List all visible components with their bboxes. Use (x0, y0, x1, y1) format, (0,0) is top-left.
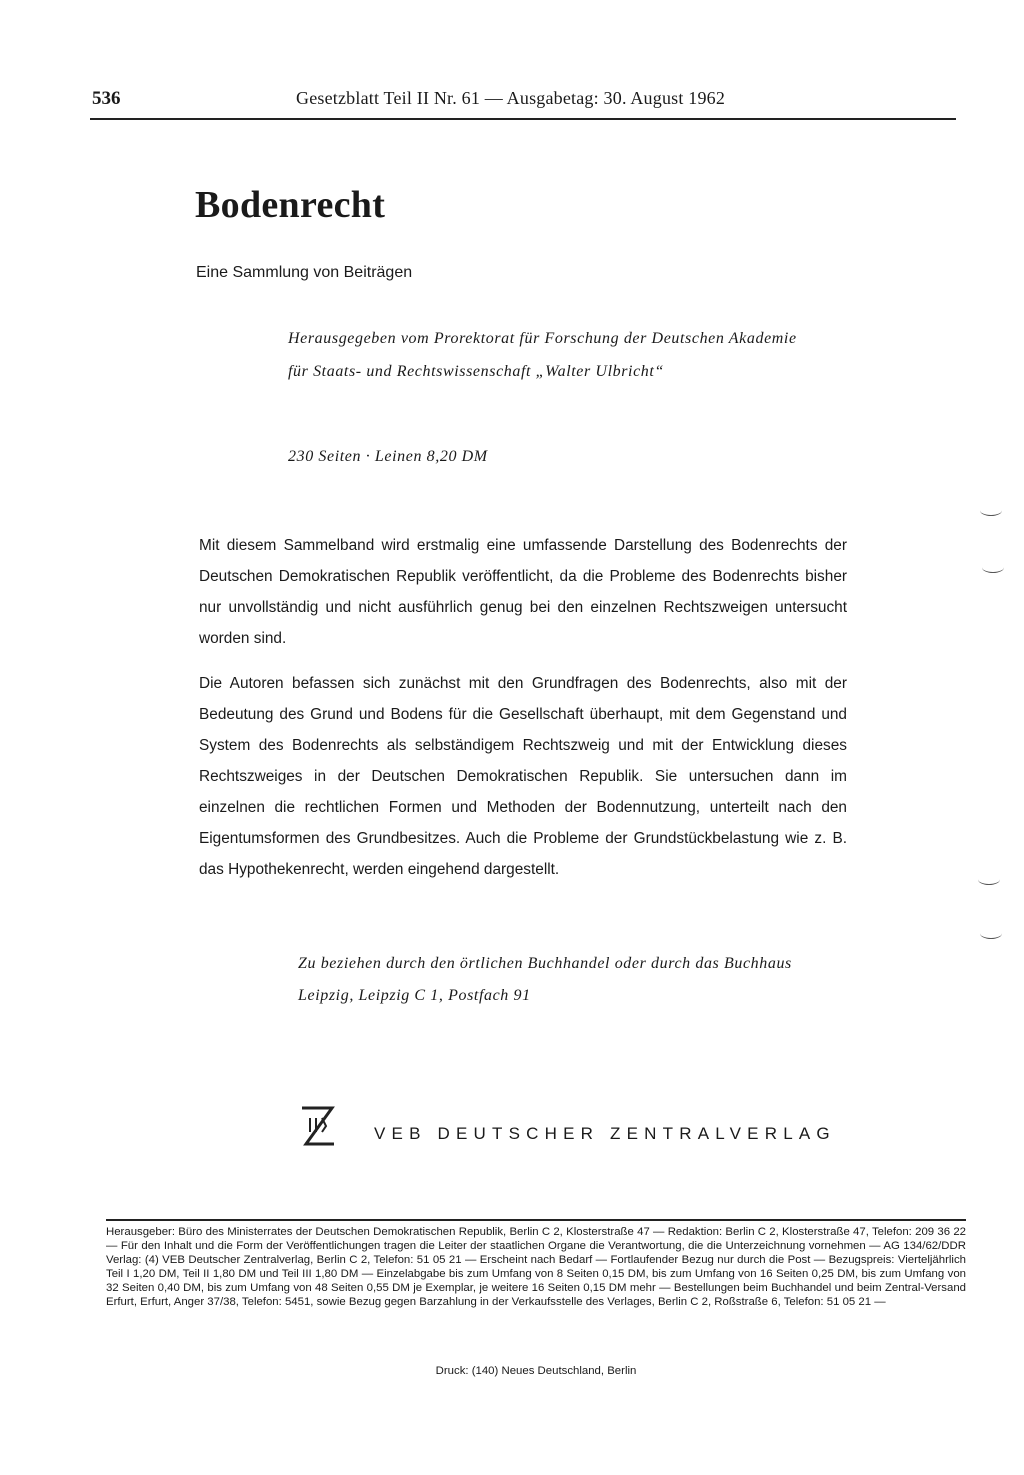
publisher-logo-icon (296, 1104, 338, 1150)
running-head: Gesetzblatt Teil II Nr. 61 — Ausgabetag: 30. August 1962 (296, 88, 726, 108)
print-note: Druck: (140) Neues Deutschland, Berlin (435, 1365, 637, 1377)
scan-mark (982, 562, 1004, 573)
footer-rule (106, 1219, 966, 1221)
page-number: 536 (92, 88, 121, 109)
publisher-name: VEB DEUTSCHER ZENTRALVERLAG (374, 1124, 836, 1143)
scan-mark (980, 505, 1002, 516)
order-info-line-1: Zu beziehen durch den örtlichen Buchhandel oder durch das Buchhaus (298, 955, 792, 972)
editor-line-2: für Staats- und Rechtswissenschaft „Walter Ulbricht“ (288, 363, 664, 380)
header-rule (90, 118, 956, 120)
description-paragraph-1: Mit diesem Sammelband wird erstmalig eine umfassende Darstellung des Bodenrechts der Deutschen Demokratischen Republik veröffentlicht, da die Probleme des Bodenrechts bisher nur unvollständig und nicht ausführlich genug bei den einzelnen Rechtszweigen untersucht worden sind. (199, 537, 847, 647)
scan-mark (980, 928, 1002, 939)
imprint-text: Herausgeber: Büro des Ministerrates der Deutschen Demokratischen Republik, Berlin C 2, Klosterstraße 47 — Redaktion: Berlin C 2, Klosterstraße 47, Telefon: 209 36 22 — Für den Inhalt und die Form der Veröffentlichungen tragen die Leiter der staatlichen Organe die Verantwortung, die die Unterzeichnung vornehmen — AG 134/62/DDR Verlag: (4) VEB Deutscher Zentralverlag, Berlin C 2, Telefon: 51 05 21 — Erscheint nach Bedarf — Fortlaufender Bezug nur durch die Post — Bezugspreis: Vierteljährlich Teil I 1,20 DM, Teil II 1,80 DM und Teil III 1,80 DM — Einzelabgabe bis zum Umfang von 8 Seiten 0,15 DM, bis zum Umfang von 16 Seiten 0,25 DM, bis zum Umfang von 32 Seiten 0,40 DM, bis zum Umfang von 48 Seiten 0,55 DM je Exemplar, je weitere 16 Seiten 0,15 DM mehr — Bestellungen beim Buchhandel und beim Zentral-Versand Erfurt, Erfurt, Anger 37/38, Telefon: 5451, sowie Bezug gegen Barzahlung in der Verkaufsstelle des Verlages, Berlin C 2, Roßstraße 6, Telefon: 51 05 21 — (106, 1226, 966, 1308)
editor-line-1: Herausgegeben vom Prorektorat für Forschung der Deutschen Akademie (288, 330, 797, 347)
book-subtitle: Eine Sammlung von Beiträgen (196, 264, 413, 281)
book-details: 230 Seiten · Leinen 8,20 DM (288, 448, 488, 465)
description-paragraph-2: Die Autoren befassen sich zunächst mit den Grundfragen des Bodenrechts, also mit der Bedeutung des Grund und Bodens für die Gesellschaft überhaupt, mit dem Gegenstand und System des Bodenrechts als selbständigem Rechtszweig und mit der Entwicklung dieses Rechtszweiges in der Deutschen Demokratischen Republik. Sie untersuchen dann im einzelnen die rechtlichen Formen und Methoden der Bodennutzung, unterteilt nach den Eigentumsformen des Grundbesitzes. Auch die Probleme der Grundstückbelastung wie z. B. das Hypothekenrecht, werden eingehend dargestellt. (199, 675, 847, 878)
order-info-line-2: Leipzig, Leipzig C 1, Postfach 91 (298, 987, 531, 1004)
scan-mark (978, 874, 1000, 885)
book-title: Bodenrecht (195, 184, 386, 226)
